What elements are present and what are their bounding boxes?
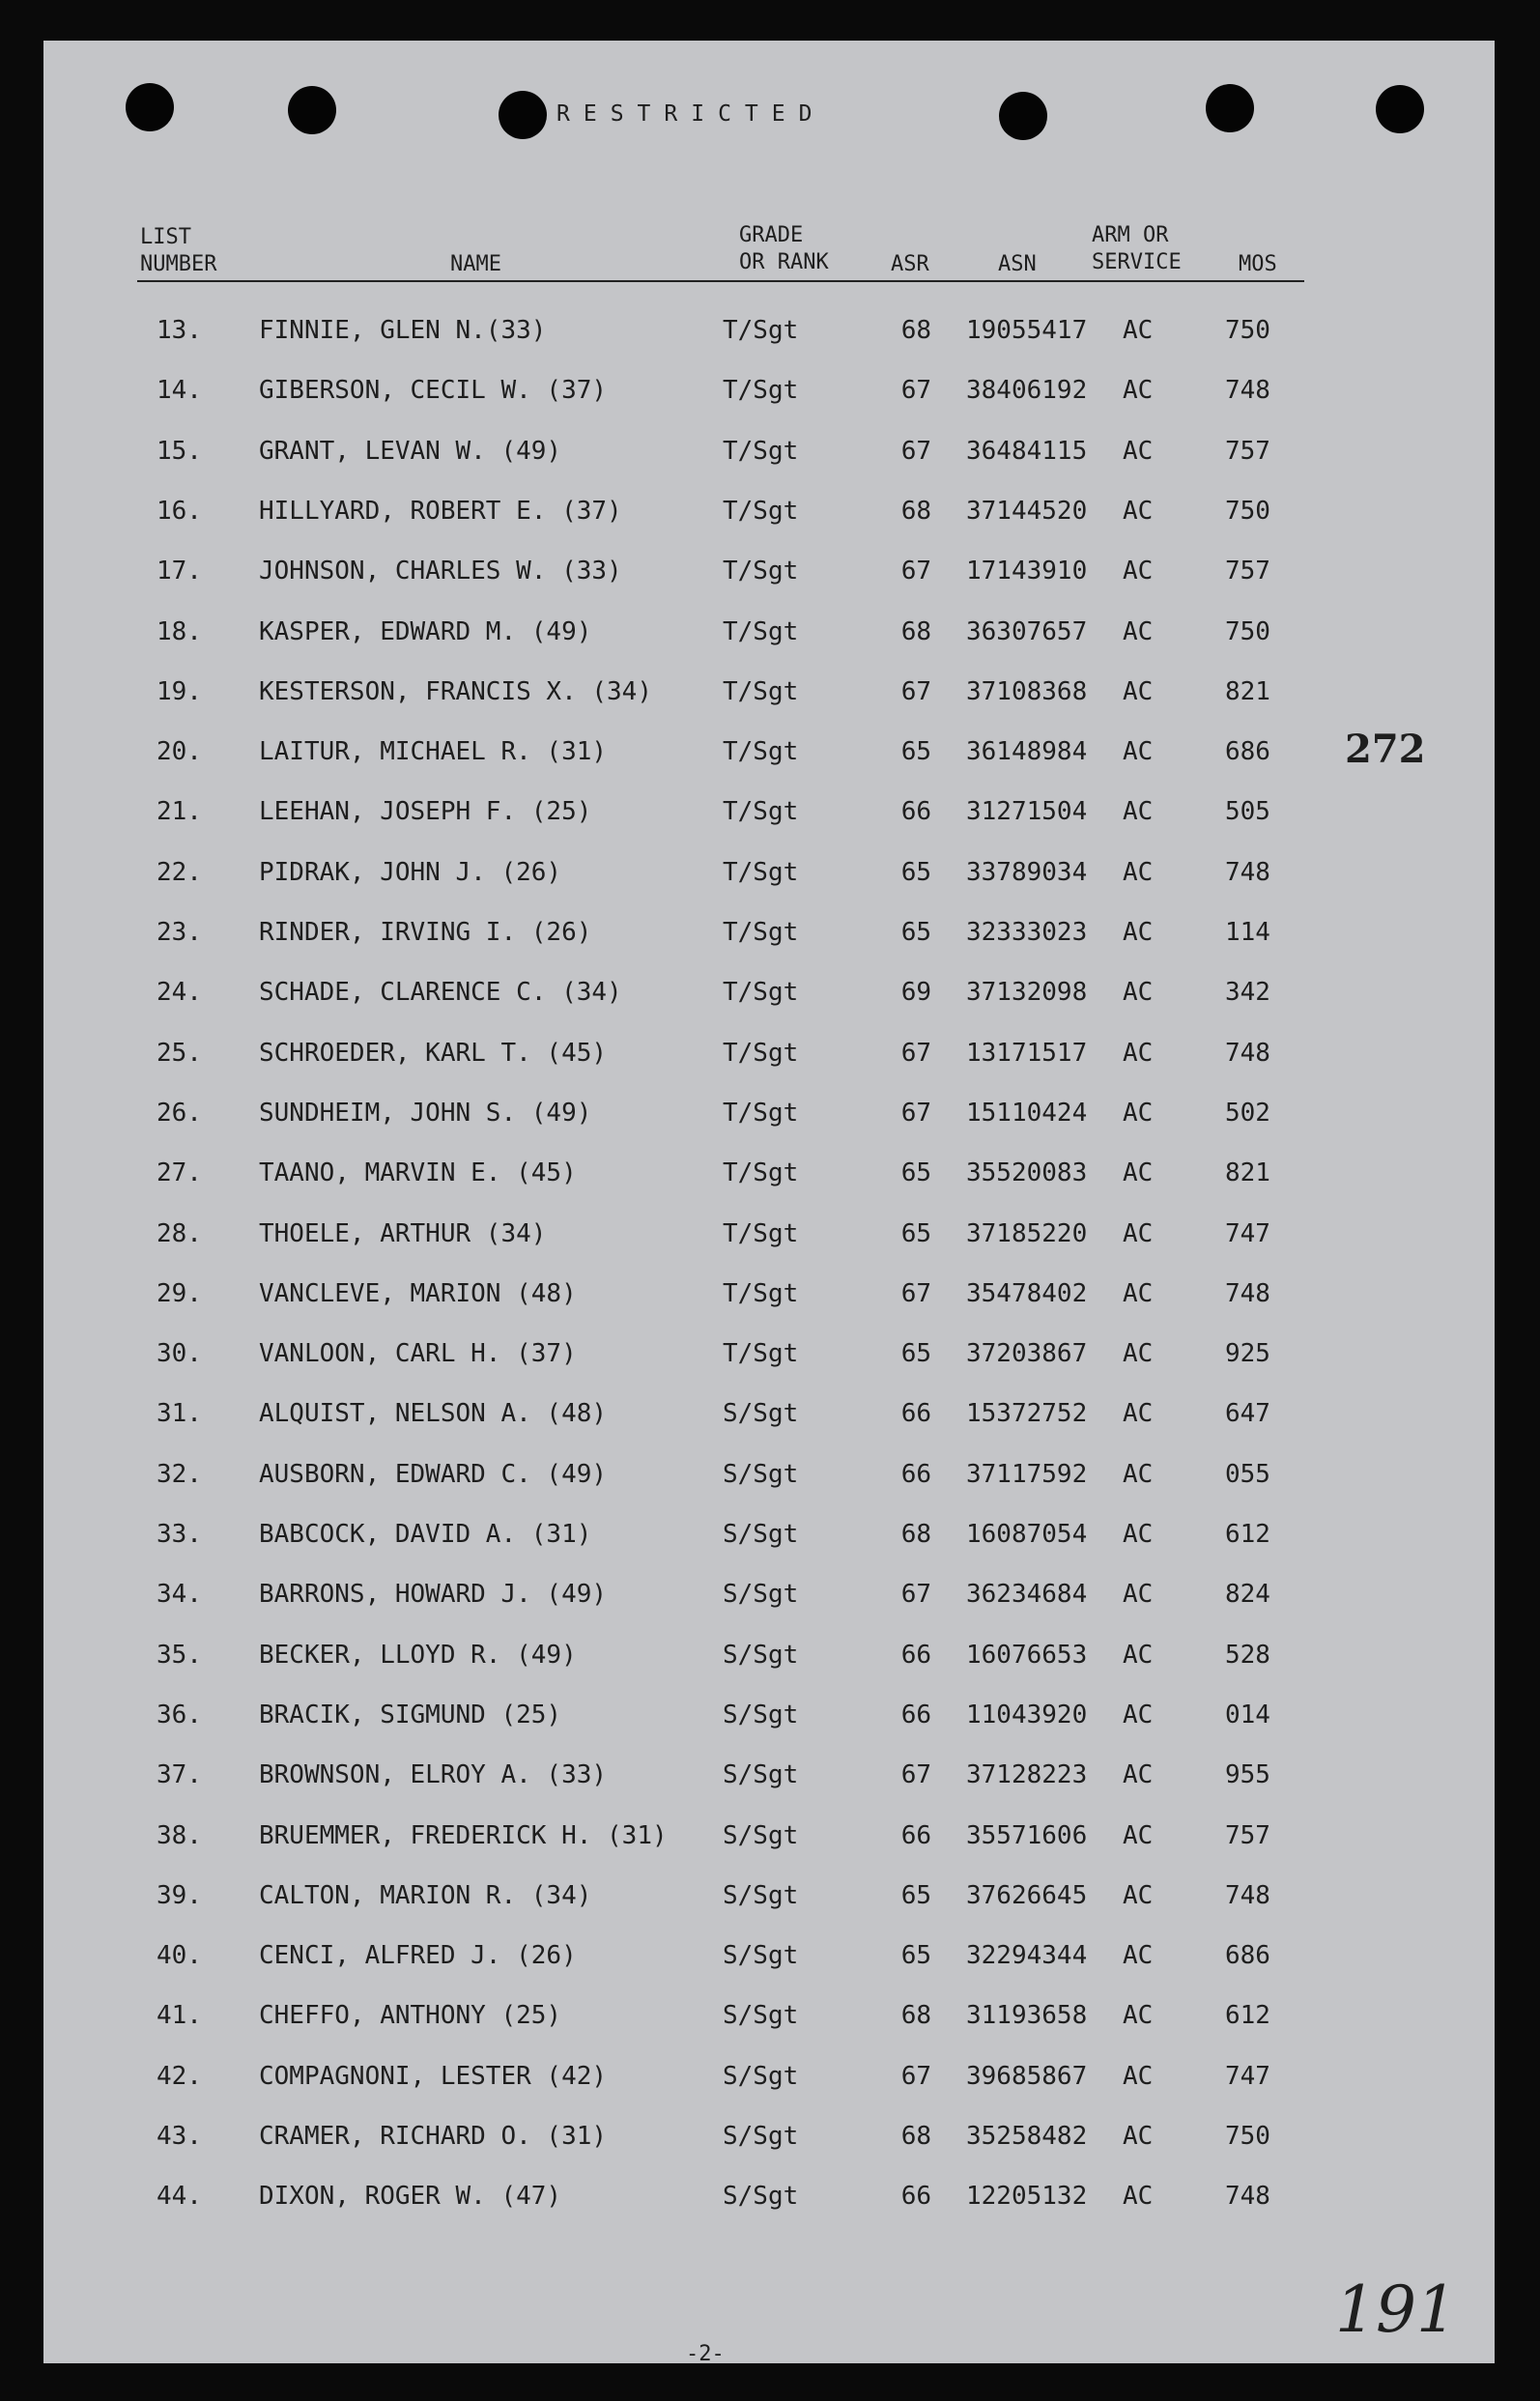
cell-name: AUSBORN, EDWARD C. (49): [259, 1460, 608, 1489]
cell-grade: T/Sgt: [723, 437, 799, 466]
punch-hole: [1376, 85, 1424, 133]
cell-arm-or-service: AC: [1123, 918, 1154, 947]
cell-asr: 68: [900, 316, 931, 345]
cell-grade: T/Sgt: [723, 1039, 799, 1068]
cell-mos: 925: [1225, 1339, 1270, 1368]
cell-asn: 36234684: [966, 1580, 1088, 1609]
cell-name: VANLOON, CARL H. (37): [259, 1339, 577, 1368]
cell-arm-or-service: AC: [1123, 1339, 1154, 1368]
cell-asn: 19055417: [966, 316, 1088, 345]
cell-arm-or-service: AC: [1123, 1941, 1154, 1970]
cell-name: BARRONS, HOWARD J. (49): [259, 1580, 608, 1609]
cell-name: TAANO, MARVIN E. (45): [259, 1158, 577, 1187]
cell-asr: 65: [900, 1219, 931, 1248]
cell-asn: 37108368: [966, 677, 1088, 706]
cell-list-number: 44.: [157, 2182, 202, 2211]
cell-list-number: 28.: [157, 1219, 202, 1248]
cell-arm-or-service: AC: [1123, 2001, 1154, 2030]
col-header-name: NAME: [450, 252, 501, 276]
cell-asn: 36148984: [966, 737, 1088, 766]
cell-mos: 014: [1225, 1701, 1270, 1729]
cell-mos: 757: [1225, 1821, 1270, 1850]
cell-asr: 65: [900, 1339, 931, 1368]
table-row: [0, 1274, 1540, 1313]
cell-mos: 748: [1225, 1881, 1270, 1910]
cell-list-number: 36.: [157, 1701, 202, 1729]
cell-name: BABCOCK, DAVID A. (31): [259, 1520, 592, 1549]
cell-mos: 748: [1225, 376, 1270, 405]
cell-asr: 67: [900, 437, 931, 466]
cell-grade: S/Sgt: [723, 2122, 799, 2151]
cell-arm-or-service: AC: [1123, 1039, 1154, 1068]
table-row: [0, 1154, 1540, 1192]
cell-asr: 68: [900, 2122, 931, 2151]
cell-grade: S/Sgt: [723, 1941, 799, 1970]
cell-asr: 68: [900, 617, 931, 646]
cell-arm-or-service: AC: [1123, 1821, 1154, 1850]
cell-list-number: 38.: [157, 1821, 202, 1850]
cell-name: SUNDHEIM, JOHN S. (49): [259, 1099, 592, 1128]
cell-arm-or-service: AC: [1123, 557, 1154, 586]
col-header-mos: MOS: [1239, 252, 1277, 276]
cell-asn: 35258482: [966, 2122, 1088, 2151]
cell-grade: S/Sgt: [723, 2062, 799, 2091]
cell-arm-or-service: AC: [1123, 2062, 1154, 2091]
cell-grade: T/Sgt: [723, 497, 799, 526]
cell-name: FINNIE, GLEN N.(33): [259, 316, 547, 345]
cell-asr: 65: [900, 737, 931, 766]
cell-list-number: 22.: [157, 858, 202, 887]
cell-asn: 39685867: [966, 2062, 1088, 2091]
cell-asr: 66: [900, 1701, 931, 1729]
cell-grade: T/Sgt: [723, 316, 799, 345]
cell-asn: 32333023: [966, 918, 1088, 947]
cell-arm-or-service: AC: [1123, 1158, 1154, 1187]
cell-name: BRACIK, SIGMUND (25): [259, 1701, 562, 1729]
cell-mos: 750: [1225, 497, 1270, 526]
cell-asn: 35571606: [966, 1821, 1088, 1850]
cell-asn: 36307657: [966, 617, 1088, 646]
cell-name: CENCI, ALFRED J. (26): [259, 1941, 577, 1970]
cell-asr: 66: [900, 797, 931, 826]
cell-grade: T/Sgt: [723, 376, 799, 405]
cell-list-number: 37.: [157, 1760, 202, 1789]
cell-name: ALQUIST, NELSON A. (48): [259, 1399, 608, 1428]
table-row: [0, 1334, 1540, 1373]
table-row: [0, 1575, 1540, 1614]
cell-mos: 750: [1225, 2122, 1270, 2151]
cell-name: LEEHAN, JOSEPH F. (25): [259, 797, 592, 826]
punch-hole: [126, 83, 174, 131]
cell-asn: 38406192: [966, 376, 1088, 405]
cell-asn: 15372752: [966, 1399, 1088, 1428]
cell-mos: 824: [1225, 1580, 1270, 1609]
cell-name: BRUEMMER, FREDERICK H. (31): [259, 1821, 668, 1850]
cell-arm-or-service: AC: [1123, 2122, 1154, 2151]
cell-asn: 15110424: [966, 1099, 1088, 1128]
cell-asn: 32294344: [966, 1941, 1088, 1970]
cell-asn: 36484115: [966, 437, 1088, 466]
cell-list-number: 20.: [157, 737, 202, 766]
cell-asr: 67: [900, 1099, 931, 1128]
cell-mos: 114: [1225, 918, 1270, 947]
cell-asr: 65: [900, 1881, 931, 1910]
cell-grade: T/Sgt: [723, 918, 799, 947]
cell-list-number: 13.: [157, 316, 202, 345]
cell-list-number: 32.: [157, 1460, 202, 1489]
cell-asr: 65: [900, 918, 931, 947]
cell-arm-or-service: AC: [1123, 737, 1154, 766]
table-row: [0, 973, 1540, 1012]
cell-name: CRAMER, RICHARD O. (31): [259, 2122, 608, 2151]
cell-mos: 055: [1225, 1460, 1270, 1489]
cell-mos: 747: [1225, 2062, 1270, 2091]
cell-name: KASPER, EDWARD M. (49): [259, 617, 592, 646]
cell-name: GIBERSON, CECIL W. (37): [259, 376, 608, 405]
cell-grade: S/Sgt: [723, 2182, 799, 2211]
cell-list-number: 16.: [157, 497, 202, 526]
cell-asr: 67: [900, 2062, 931, 2091]
cell-list-number: 18.: [157, 617, 202, 646]
cell-asn: 37203867: [966, 1339, 1088, 1368]
table-row: [0, 492, 1540, 530]
cell-asr: 66: [900, 1641, 931, 1670]
cell-list-number: 17.: [157, 557, 202, 586]
cell-name: SCHADE, CLARENCE C. (34): [259, 978, 622, 1007]
punch-hole: [999, 92, 1047, 140]
cell-arm-or-service: AC: [1123, 858, 1154, 887]
cell-asr: 65: [900, 1158, 931, 1187]
cell-arm-or-service: AC: [1123, 1279, 1154, 1308]
cell-mos: 647: [1225, 1399, 1270, 1428]
col-header-arm-or-service: ARM OR SERVICE: [1092, 223, 1182, 274]
cell-list-number: 27.: [157, 1158, 202, 1187]
cell-grade: S/Sgt: [723, 1881, 799, 1910]
cell-mos: 821: [1225, 1158, 1270, 1187]
cell-asr: 67: [900, 376, 931, 405]
cell-name: CHEFFO, ANTHONY (25): [259, 2001, 562, 2030]
cell-mos: 528: [1225, 1641, 1270, 1670]
cell-grade: S/Sgt: [723, 1821, 799, 1850]
cell-list-number: 29.: [157, 1279, 202, 1308]
cell-asr: 67: [900, 557, 931, 586]
cell-asn: 16076653: [966, 1641, 1088, 1670]
cell-asn: 16087054: [966, 1520, 1088, 1549]
cell-name: BROWNSON, ELROY A. (33): [259, 1760, 608, 1789]
table-row: [0, 1215, 1540, 1253]
cell-grade: S/Sgt: [723, 1641, 799, 1670]
cell-arm-or-service: AC: [1123, 497, 1154, 526]
cell-asn: 37117592: [966, 1460, 1088, 1489]
cell-grade: T/Sgt: [723, 1158, 799, 1187]
table-row: [0, 913, 1540, 952]
cell-grade: T/Sgt: [723, 1279, 799, 1308]
table-row: [0, 1876, 1540, 1915]
table-row: [0, 1936, 1540, 1975]
table-row: [0, 1816, 1540, 1855]
table-row: [0, 1034, 1540, 1072]
cell-arm-or-service: AC: [1123, 978, 1154, 1007]
cell-list-number: 15.: [157, 437, 202, 466]
table-row: [0, 432, 1540, 471]
cell-list-number: 41.: [157, 2001, 202, 2030]
cell-asr: 67: [900, 1760, 931, 1789]
cell-asn: 33789034: [966, 858, 1088, 887]
cell-asr: 66: [900, 1399, 931, 1428]
cell-arm-or-service: AC: [1123, 2182, 1154, 2211]
cell-asr: 67: [900, 677, 931, 706]
cell-asn: 12205132: [966, 2182, 1088, 2211]
table-row: [0, 732, 1540, 771]
cell-list-number: 43.: [157, 2122, 202, 2151]
cell-mos: 748: [1225, 858, 1270, 887]
cell-arm-or-service: AC: [1123, 1641, 1154, 1670]
cell-mos: 686: [1225, 737, 1270, 766]
cell-asr: 67: [900, 1279, 931, 1308]
cell-name: COMPAGNONI, LESTER (42): [259, 2062, 608, 2091]
punch-hole: [288, 86, 336, 134]
header-rule: [137, 280, 1304, 282]
cell-list-number: 30.: [157, 1339, 202, 1368]
cell-grade: S/Sgt: [723, 1701, 799, 1729]
cell-arm-or-service: AC: [1123, 1219, 1154, 1248]
col-header-asn: ASN: [998, 252, 1037, 276]
punch-hole: [1206, 84, 1254, 132]
cell-list-number: 34.: [157, 1580, 202, 1609]
cell-grade: T/Sgt: [723, 1099, 799, 1128]
cell-asn: 37626645: [966, 1881, 1088, 1910]
cell-asr: 68: [900, 2001, 931, 2030]
cell-list-number: 33.: [157, 1520, 202, 1549]
cell-asn: 35478402: [966, 1279, 1088, 1308]
cell-asr: 69: [900, 978, 931, 1007]
table-row: [0, 1094, 1540, 1132]
col-header-grade: GRADE OR RANK: [739, 223, 829, 274]
table-row: [0, 1515, 1540, 1554]
cell-arm-or-service: AC: [1123, 1760, 1154, 1789]
cell-name: VANCLEVE, MARION (48): [259, 1279, 577, 1308]
table-row: [0, 311, 1540, 350]
cell-list-number: 31.: [157, 1399, 202, 1428]
cell-grade: T/Sgt: [723, 557, 799, 586]
classification-stamp: RESTRICTED: [556, 101, 826, 127]
cell-mos: 342: [1225, 978, 1270, 1007]
col-header-asr: ASR: [891, 252, 929, 276]
cell-grade: S/Sgt: [723, 1399, 799, 1428]
cell-mos: 612: [1225, 2001, 1270, 2030]
table-row: [0, 1996, 1540, 2035]
cell-arm-or-service: AC: [1123, 1099, 1154, 1128]
table-row: [0, 853, 1540, 892]
cell-list-number: 39.: [157, 1881, 202, 1910]
cell-mos: 612: [1225, 1520, 1270, 1549]
cell-mos: 502: [1225, 1099, 1270, 1128]
cell-arm-or-service: AC: [1123, 1520, 1154, 1549]
table-row: [0, 1455, 1540, 1494]
cell-asn: 13171517: [966, 1039, 1088, 1068]
cell-asn: 17143910: [966, 557, 1088, 586]
cell-list-number: 24.: [157, 978, 202, 1007]
cell-list-number: 35.: [157, 1641, 202, 1670]
cell-asn: 35520083: [966, 1158, 1088, 1187]
cell-list-number: 19.: [157, 677, 202, 706]
cell-asr: 65: [900, 1941, 931, 1970]
cell-asr: 66: [900, 1821, 931, 1850]
table-row: [0, 2057, 1540, 2096]
table-row: [0, 371, 1540, 410]
punch-hole: [499, 91, 547, 139]
cell-asr: 68: [900, 497, 931, 526]
table-row: [0, 552, 1540, 590]
cell-mos: 750: [1225, 316, 1270, 345]
cell-mos: 955: [1225, 1760, 1270, 1789]
cell-asr: 66: [900, 1460, 931, 1489]
cell-asn: 31271504: [966, 797, 1088, 826]
cell-asn: 37185220: [966, 1219, 1088, 1248]
cell-mos: 747: [1225, 1219, 1270, 1248]
table-row: [0, 792, 1540, 831]
cell-list-number: 25.: [157, 1039, 202, 1068]
cell-grade: T/Sgt: [723, 858, 799, 887]
cell-asn: 37128223: [966, 1760, 1088, 1789]
cell-mos: 505: [1225, 797, 1270, 826]
cell-grade: T/Sgt: [723, 978, 799, 1007]
table-row: [0, 672, 1540, 711]
cell-arm-or-service: AC: [1123, 437, 1154, 466]
cell-grade: T/Sgt: [723, 797, 799, 826]
cell-mos: 821: [1225, 677, 1270, 706]
table-row: [0, 1696, 1540, 1734]
cell-mos: 757: [1225, 437, 1270, 466]
cell-name: DIXON, ROGER W. (47): [259, 2182, 562, 2211]
cell-grade: S/Sgt: [723, 1460, 799, 1489]
cell-arm-or-service: AC: [1123, 316, 1154, 345]
cell-name: LAITUR, MICHAEL R. (31): [259, 737, 608, 766]
cell-name: RINDER, IRVING I. (26): [259, 918, 592, 947]
cell-list-number: 42.: [157, 2062, 202, 2091]
cell-mos: 750: [1225, 617, 1270, 646]
cell-grade: T/Sgt: [723, 1219, 799, 1248]
cell-asr: 67: [900, 1580, 931, 1609]
cell-grade: S/Sgt: [723, 2001, 799, 2030]
cell-arm-or-service: AC: [1123, 376, 1154, 405]
cell-mos: 757: [1225, 557, 1270, 586]
cell-name: HILLYARD, ROBERT E. (37): [259, 497, 622, 526]
table-row: [0, 2177, 1540, 2215]
cell-mos: 686: [1225, 1941, 1270, 1970]
cell-name: THOELE, ARTHUR (34): [259, 1219, 547, 1248]
table-row: [0, 613, 1540, 651]
cell-arm-or-service: AC: [1123, 617, 1154, 646]
cell-asn: 31193658: [966, 2001, 1088, 2030]
cell-arm-or-service: AC: [1123, 1580, 1154, 1609]
cell-list-number: 26.: [157, 1099, 202, 1128]
cell-asn: 11043920: [966, 1701, 1088, 1729]
cell-name: GRANT, LEVAN W. (49): [259, 437, 562, 466]
cell-grade: T/Sgt: [723, 1339, 799, 1368]
handwritten-number: 191: [1335, 2272, 1457, 2347]
cell-mos: 748: [1225, 1039, 1270, 1068]
cell-asn: 37132098: [966, 978, 1088, 1007]
cell-name: PIDRAK, JOHN J. (26): [259, 858, 562, 887]
cell-list-number: 40.: [157, 1941, 202, 1970]
page-number: -2-: [686, 2342, 725, 2366]
cell-list-number: 21.: [157, 797, 202, 826]
cell-mos: 748: [1225, 2182, 1270, 2211]
cell-grade: T/Sgt: [723, 617, 799, 646]
cell-arm-or-service: AC: [1123, 1701, 1154, 1729]
cell-asr: 68: [900, 1520, 931, 1549]
cell-grade: S/Sgt: [723, 1580, 799, 1609]
table-row: [0, 1636, 1540, 1674]
table-row: [0, 2117, 1540, 2156]
table-row: [0, 1394, 1540, 1433]
cell-arm-or-service: AC: [1123, 1399, 1154, 1428]
cell-name: KESTERSON, FRANCIS X. (34): [259, 677, 652, 706]
cell-asn: 37144520: [966, 497, 1088, 526]
cell-arm-or-service: AC: [1123, 1460, 1154, 1489]
cell-arm-or-service: AC: [1123, 797, 1154, 826]
margin-number: 272: [1345, 727, 1426, 772]
cell-list-number: 23.: [157, 918, 202, 947]
col-header-list-number: LIST NUMBER: [140, 225, 217, 276]
cell-grade: T/Sgt: [723, 677, 799, 706]
cell-list-number: 14.: [157, 376, 202, 405]
table-row: [0, 1756, 1540, 1794]
cell-name: SCHROEDER, KARL T. (45): [259, 1039, 608, 1068]
cell-name: CALTON, MARION R. (34): [259, 1881, 592, 1910]
cell-arm-or-service: AC: [1123, 677, 1154, 706]
cell-asr: 66: [900, 2182, 931, 2211]
cell-name: BECKER, LLOYD R. (49): [259, 1641, 577, 1670]
cell-asr: 67: [900, 1039, 931, 1068]
cell-name: JOHNSON, CHARLES W. (33): [259, 557, 622, 586]
cell-arm-or-service: AC: [1123, 1881, 1154, 1910]
cell-grade: S/Sgt: [723, 1520, 799, 1549]
cell-mos: 748: [1225, 1279, 1270, 1308]
cell-asr: 65: [900, 858, 931, 887]
cell-grade: S/Sgt: [723, 1760, 799, 1789]
cell-grade: T/Sgt: [723, 737, 799, 766]
